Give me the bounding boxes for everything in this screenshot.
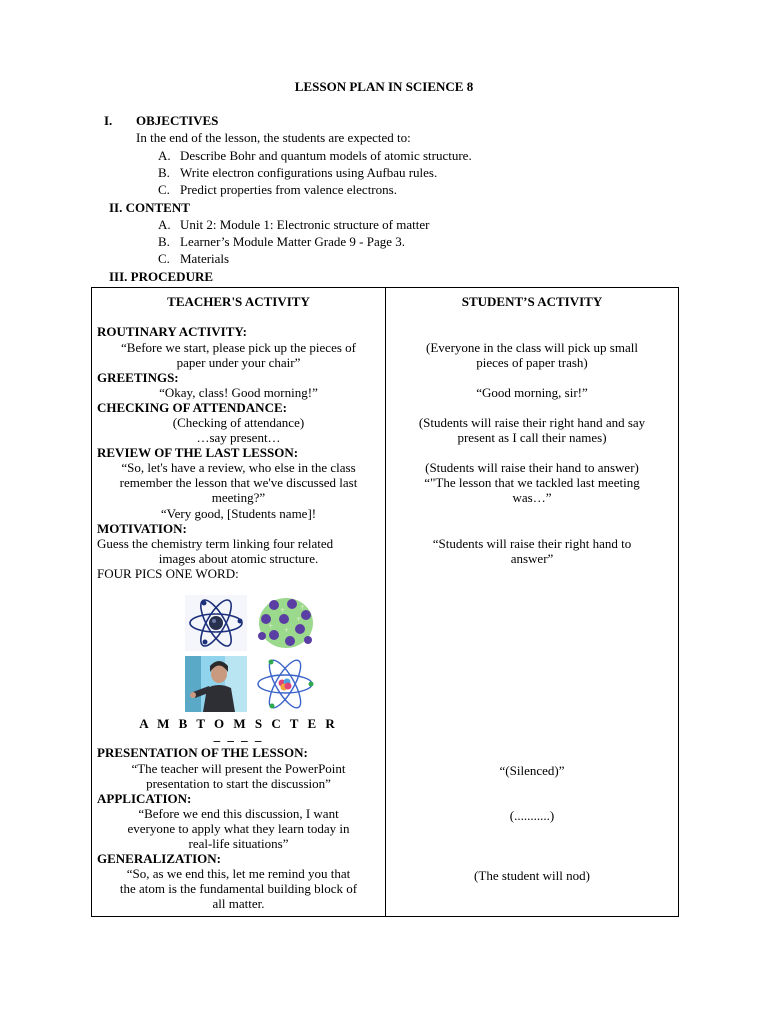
item-text: Write electron configurations using Aufbau rules.	[180, 165, 438, 180]
item-letter: C.	[158, 251, 170, 266]
student-review-text: “"The lesson that we tackled last meeting	[424, 475, 640, 490]
item-text: Describe Bohr and quantum models of atomic structure.	[180, 148, 472, 163]
content-item	[158, 233, 405, 250]
student-presentation-text: “(Silenced)”	[499, 763, 565, 778]
objective-item	[158, 181, 397, 198]
attendance-heading: CHECKING OF ATTENDANCE:	[97, 400, 287, 415]
student-attendance-text: present as I call their names)	[457, 430, 607, 445]
student-review-text: (Students will raise their hand to answer)	[425, 460, 639, 475]
routinary-text: paper under your chair”	[176, 355, 301, 370]
motivation-heading: MOTIVATION:	[97, 521, 187, 536]
motivation-text: FOUR PICS ONE WORD:	[97, 566, 239, 581]
svg-text:+: +	[280, 607, 286, 614]
student-column	[386, 288, 679, 917]
routinary-heading: ROUTINARY ACTIVITY:	[97, 324, 247, 339]
student-routinary-text: (Everyone in the class will pick up small	[426, 340, 638, 355]
review-text: meeting?”	[211, 490, 266, 505]
generalization-heading: GENERALIZATION:	[97, 851, 222, 866]
document-title: LESSON PLAN IN SCIENCE 8	[294, 79, 474, 94]
attendance-text: …say present…	[196, 430, 281, 445]
teacher-column	[92, 288, 386, 917]
item-letter: A.	[158, 148, 171, 163]
presentation-text: “The teacher will present the PowerPoint	[131, 761, 346, 776]
student-review-text: was…”	[512, 490, 552, 505]
student-greetings-text: “Good morning, sir!”	[476, 385, 588, 400]
atom-model-image	[185, 595, 247, 651]
application-text: everyone to apply what they learn today in	[127, 821, 350, 836]
generalization-text: “So, as we end this, let me remind you that	[126, 866, 351, 881]
objective-item	[158, 147, 472, 164]
procedure-table	[91, 287, 679, 917]
svg-text:+: +	[300, 604, 306, 611]
presentation-heading: PRESENTATION OF THE LESSON:	[97, 745, 308, 760]
student-application-text: (...........)	[509, 808, 555, 823]
student-routinary-text: pieces of paper trash)	[476, 355, 588, 370]
scientist-photo-image	[185, 656, 247, 712]
item-letter: C.	[158, 182, 170, 197]
item-text: Materials	[180, 251, 230, 266]
review-text: remember the lesson that we've discussed last	[119, 475, 358, 490]
content-item	[158, 250, 229, 267]
objectives-numeral: I.	[104, 113, 113, 128]
svg-text:+: +	[268, 623, 274, 630]
objective-item	[158, 164, 437, 181]
student-attendance-text: (Students will raise their right hand and say	[418, 415, 646, 430]
item-letter: A.	[158, 217, 171, 232]
item-text: Predict properties from valence electrons.	[180, 182, 397, 197]
procedure-heading: III. PROCEDURE	[109, 269, 214, 284]
plum-pudding-model-image	[254, 595, 316, 651]
objectives-heading: OBJECTIVES	[136, 113, 219, 128]
electron-orbit-image	[254, 656, 316, 712]
answer-blanks: _ _ _ _	[213, 728, 264, 743]
student-header: STUDENT’S ACTIVITY	[461, 294, 603, 309]
item-letter: B.	[158, 234, 170, 249]
objectives-intro: In the end of the lesson, the students are expected to:	[136, 130, 411, 145]
item-text: Unit 2: Module 1: Electronic structure of matter	[180, 217, 430, 232]
application-heading: APPLICATION:	[97, 791, 192, 806]
item-text: Learner’s Module Matter Grade 9 - Page 3.	[180, 234, 406, 249]
generalization-text: the atom is the fundamental building block of	[119, 881, 358, 896]
application-text: real-life situations”	[188, 836, 289, 851]
student-generalization-text: (The student will nod)	[474, 868, 590, 883]
greetings-heading: GREETINGS:	[97, 370, 179, 385]
review-text: “Very good, [Students name]!	[160, 506, 317, 521]
student-motivation-text: answer”	[510, 551, 554, 566]
greetings-text: “Okay, class! Good morning!”	[159, 385, 318, 400]
teacher-header: TEACHER'S ACTIVITY	[167, 294, 310, 309]
svg-text:+: +	[284, 627, 290, 634]
review-text: “So, let's have a review, who else in the class	[121, 460, 356, 475]
scrambled-letters: A M B T O M S C T E R	[139, 716, 338, 731]
attendance-text: (Checking of attendance)	[172, 415, 305, 430]
item-letter: B.	[158, 165, 170, 180]
application-text: “Before we end this discussion, I want	[138, 806, 339, 821]
motivation-text: images about atomic structure.	[158, 551, 319, 566]
student-motivation-text: “Students will raise their right hand to	[432, 536, 632, 551]
svg-text:+: +	[296, 616, 302, 623]
generalization-text: all matter.	[212, 896, 265, 911]
presentation-text: presentation to start the discussion”	[146, 776, 331, 791]
routinary-text: “Before we start, please pick up the pieces of	[121, 340, 356, 355]
review-heading: REVIEW OF THE LAST LESSON:	[97, 445, 299, 460]
motivation-text: Guess the chemistry term linking four related	[97, 536, 334, 551]
content-heading: II. CONTENT	[109, 200, 190, 215]
content-item	[158, 216, 429, 233]
